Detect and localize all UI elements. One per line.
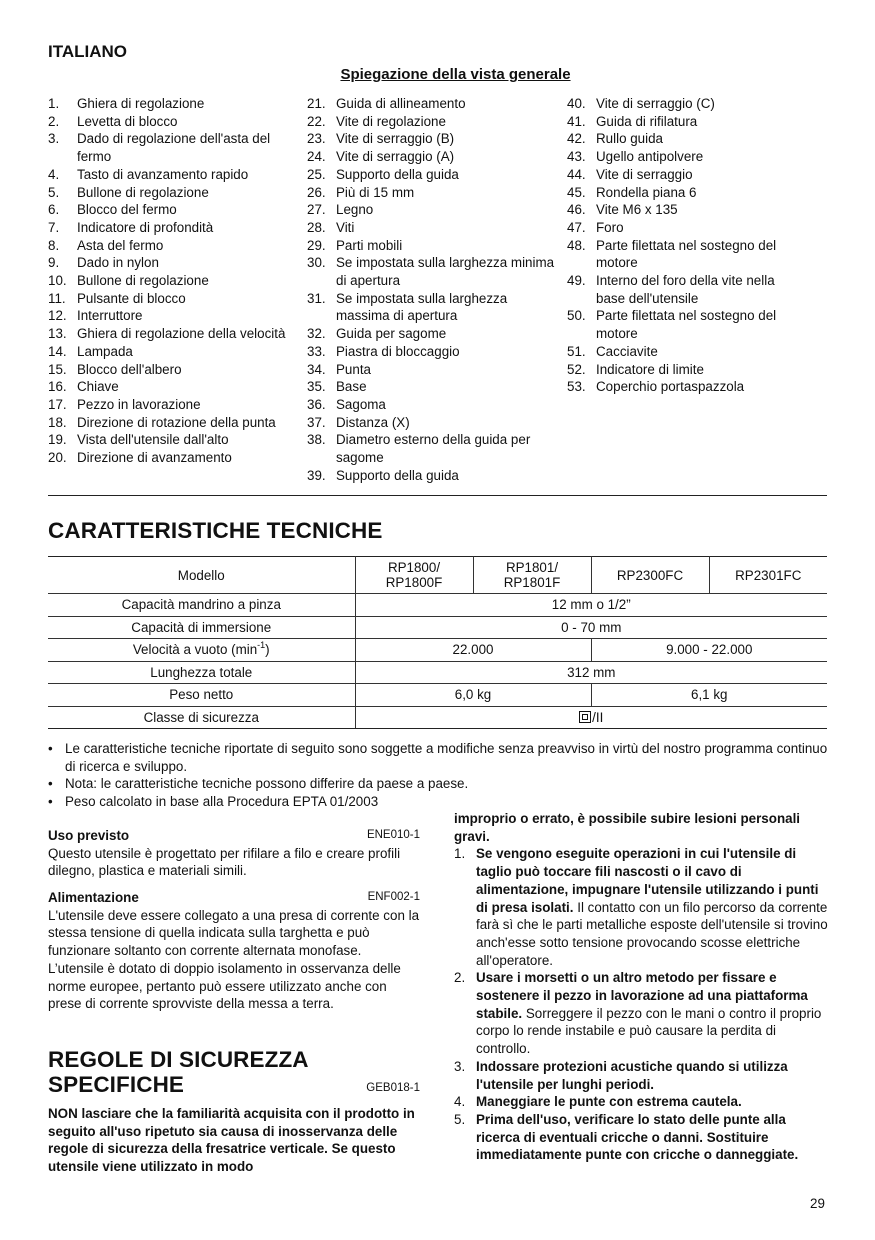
legend-number: 7. — [48, 219, 60, 235]
legend-label: Distanza (X) — [336, 414, 410, 430]
table-row — [48, 594, 827, 617]
legend-number: 3. — [48, 131, 60, 147]
legend-label: Tasto di avanzamento rapido — [77, 166, 249, 182]
speed-label-close: ) — [265, 642, 270, 658]
power-heading: Alimentazione — [48, 890, 139, 905]
legend-item — [567, 237, 807, 272]
legend-item — [307, 113, 557, 131]
legend-label: Ghiera di regolazione — [77, 96, 205, 111]
legend-label: Legno — [336, 202, 374, 218]
list-item: • Nota: le caratteristiche tecniche possono differire da paese a paese. — [48, 776, 469, 792]
specs-table — [48, 556, 827, 729]
legend-number: 16. — [48, 379, 67, 395]
rule-text — [476, 845, 828, 969]
legend-label: Foro — [596, 219, 624, 235]
legend-number: 38. — [307, 432, 326, 448]
legend-label: Vite di serraggio (A) — [336, 149, 455, 165]
legend-number: 1. — [48, 96, 60, 111]
legend-label: Bullone di regolazione — [77, 184, 209, 200]
legend-number: 26. — [307, 184, 326, 200]
legend-item — [48, 130, 298, 165]
row-value: 312 mm — [355, 661, 827, 684]
legend-item — [567, 361, 807, 379]
section-code: ENE010-1 — [366, 829, 420, 841]
legend-label: Blocco del fermo — [77, 202, 177, 218]
row-label: Lunghezza totale — [48, 661, 355, 684]
legend-label: Rondella piana 6 — [596, 184, 697, 200]
legend-item — [307, 431, 557, 466]
rule-text — [476, 1111, 828, 1164]
legend-label: Pezzo in lavorazione — [77, 396, 201, 412]
row-label: Capacità mandrino a pinza — [48, 594, 355, 617]
legend-item — [48, 237, 298, 255]
legend-label: Punta — [336, 361, 371, 377]
legend-number: 4. — [48, 166, 60, 182]
legend-item — [307, 184, 557, 202]
legend-number: 12. — [48, 308, 67, 324]
legend-label: Bullone di regolazione — [77, 273, 209, 289]
legend-label: Parte filettata nel sostegno del motore — [596, 308, 777, 342]
legend-label: Diametro esterno della guida per sagome — [336, 432, 531, 466]
legend-label: Vite M6 x 135 — [596, 202, 678, 218]
legend-label: Vite di regolazione — [336, 113, 446, 129]
legend-number: 30. — [307, 255, 326, 271]
table-row — [48, 557, 827, 594]
legend-item — [48, 325, 298, 343]
legend-number: 27. — [307, 202, 326, 218]
legend-label: Guida di rifilatura — [596, 113, 698, 129]
row-label: Peso netto — [48, 684, 355, 707]
legend-item — [567, 219, 807, 237]
legend-item — [48, 343, 298, 361]
note-text: Nota: le caratteristiche tecniche possono differire da paese a paese. — [65, 776, 469, 792]
specs-notes — [48, 740, 828, 811]
legend-label: Ghiera di regolazione della velocità — [77, 326, 286, 342]
legend-item — [307, 343, 557, 361]
safety-rules-list — [454, 810, 828, 1164]
legend-number: 43. — [567, 149, 586, 165]
legend-number: 22. — [307, 113, 326, 129]
legend-number: 19. — [48, 432, 67, 448]
legend-item — [48, 254, 298, 272]
legend-item — [307, 254, 557, 289]
legend-label: Indicatore di profondità — [77, 219, 214, 235]
legend-column-1 — [48, 95, 298, 467]
legend-number: 25. — [307, 166, 326, 182]
safety-title-block — [48, 1047, 420, 1097]
legend-number: 47. — [567, 219, 586, 235]
speed-label-sup: -1 — [257, 640, 266, 651]
table-row — [48, 616, 827, 639]
note-text: Peso calcolato in base alla Procedura EPTA 01/2003 — [65, 794, 379, 810]
legend-label: Vista dell'utensile dall'alto — [77, 432, 229, 448]
numbered-rules — [454, 845, 828, 1164]
divider — [48, 495, 827, 496]
legend-number: 31. — [307, 290, 326, 306]
table-row — [48, 661, 827, 684]
intended-use-text: Questo utensile è progettato per rifilare a filo e creare profili dilegno, plastica e materiali simili. — [48, 845, 401, 879]
model-cell — [473, 557, 591, 594]
speed-label-text: Velocità a vuoto (min — [132, 642, 258, 658]
list-item — [454, 1058, 828, 1093]
legend-number: 33. — [307, 343, 326, 359]
legend-label: Vite di serraggio (C) — [596, 96, 715, 111]
legend-label: Parte filettata nel sostegno del motore — [596, 237, 777, 271]
legend-label: Coperchio portaspazzola — [596, 379, 745, 395]
rule-number: 1. — [454, 846, 466, 862]
rule-number: 2. — [454, 970, 466, 986]
legend-label: Se impostata sulla larghezza massima di apertura — [336, 290, 508, 324]
rule-number: 4. — [454, 1094, 466, 1110]
legend-item — [307, 237, 557, 255]
row-value: 12 mm o 1/2” — [355, 594, 827, 617]
model-name: RP1800/ RP1800F — [385, 560, 443, 590]
legend-item — [48, 290, 298, 308]
legend-item — [48, 184, 298, 202]
legend-number: 23. — [307, 131, 326, 147]
legend-label: Dado in nylon — [77, 255, 159, 271]
safety-class-text: /II — [592, 709, 604, 725]
legend-item — [48, 431, 298, 449]
section-code: GEB018-1 — [366, 1082, 420, 1094]
model-cell — [355, 557, 473, 594]
power-text: L'utensile deve essere collegato a una presa di corrente con la stessa tensione di quella indicata sulla targhetta e può funzionare soltanto con corrente alternata monofase. L’utensile è dotato di doppio isolamento in osservanza delle norme europee, pertanto può essere utilizzato anche con prese di corrente sprovviste della messa a terra. — [48, 907, 420, 1012]
legend-number: 21. — [307, 96, 326, 111]
rule-text — [476, 1058, 828, 1093]
legend-number: 52. — [567, 361, 586, 377]
rule-normal-text: Sorreggere il pezzo con le mani o contro il proprio corpo lo rende instabile e può causare la perdita di controllo. — [476, 1005, 822, 1057]
legend-number: 44. — [567, 166, 586, 182]
legend-item — [307, 201, 557, 219]
note-text: Le caratteristiche tecniche riportate di seguito sono soggette a modifiche senza preavviso in virtù del nostro programma continuo di ricerca e sviluppo. — [65, 741, 828, 774]
legend-item — [307, 325, 557, 343]
legend-number: 34. — [307, 361, 326, 377]
legend-label: Piastra di bloccaggio — [336, 343, 460, 359]
legend-number: 50. — [567, 308, 586, 324]
power-section — [48, 889, 420, 1013]
rule-text — [476, 1093, 742, 1111]
legend-item — [567, 166, 807, 184]
rule-bold-text: Usare i morsetti o un altro metodo per fissare e sostenere il pezzo in lavorazione ad una piattaforma stabile. — [476, 970, 808, 1021]
legend-label: Guida di allineamento — [336, 96, 466, 111]
legend-item — [567, 343, 807, 361]
safety-title-line2: SPECIFICHE — [48, 1072, 185, 1097]
legend-number: 24. — [307, 149, 326, 165]
legend-number: 41. — [567, 113, 586, 129]
legend-number: 28. — [307, 219, 326, 235]
legend-item — [307, 95, 557, 113]
list-item — [454, 1093, 828, 1111]
legend-number: 8. — [48, 237, 60, 253]
legend-column-3 — [567, 95, 807, 396]
row-label: Capacità di immersione — [48, 616, 355, 639]
legend-label: Se impostata sulla larghezza minima di apertura — [336, 255, 555, 289]
legend-item — [307, 166, 557, 184]
legend-number: 46. — [567, 202, 586, 218]
legend-item — [307, 414, 557, 432]
legend-item — [307, 396, 557, 414]
legend-number: 37. — [307, 414, 326, 430]
legend-item — [48, 449, 298, 467]
legend-item — [48, 307, 298, 325]
legend-number: 2. — [48, 113, 60, 129]
legend-label: Direzione di rotazione della punta — [77, 414, 276, 430]
legend-number: 11. — [48, 290, 66, 306]
rule-number: 3. — [454, 1058, 466, 1074]
legend-label: Indicatore di limite — [596, 361, 704, 377]
legend-item — [567, 378, 807, 396]
row-label — [48, 639, 355, 662]
table-row — [48, 639, 827, 662]
safety-intro-continued: improprio o errato, è possibile subire lesioni personali gravi. — [454, 811, 801, 844]
legend-number: 51. — [567, 343, 586, 359]
legend-item — [307, 378, 557, 396]
legend-item — [567, 148, 807, 166]
legend-number: 32. — [307, 326, 326, 342]
legend-number: 10. — [48, 273, 67, 289]
legend-item — [567, 113, 807, 131]
legend-column-2 — [307, 95, 557, 484]
list-item: • Le caratteristiche tecniche riportate di seguito sono soggette a modifiche senza preavviso in virtù del nostro programma continuo di ricerca e sviluppo. — [48, 741, 828, 774]
legend-label: Sagoma — [336, 396, 386, 412]
legend-number: 14. — [48, 343, 67, 359]
legend-label: Guida per sagome — [336, 326, 447, 342]
legend-label: Direzione di avanzamento — [77, 450, 232, 466]
intended-use-heading: Uso previsto — [48, 828, 130, 843]
legend-label: Più di 15 mm — [336, 184, 415, 200]
legend-number: 6. — [48, 202, 60, 218]
legend-item — [567, 184, 807, 202]
legend-label: Rullo guida — [596, 131, 663, 147]
legend-number: 53. — [567, 379, 586, 395]
legend-label: Cacciavite — [596, 343, 658, 359]
legend-label: Ugello antipolvere — [596, 149, 704, 165]
list-item — [454, 969, 828, 1058]
model-label: Modello — [48, 557, 355, 594]
legend-item — [307, 130, 557, 148]
legend-label: Supporto della guida — [336, 467, 459, 483]
legend-label: Vite di serraggio (B) — [336, 131, 455, 147]
rule-bold-text: Prima dell'uso, verificare lo stato delle punte alla ricerca di eventuali cricche o danni. Sostituire immediatamente punte con cricche o danneggiate. — [476, 1111, 799, 1163]
legend-label: Parti mobili — [336, 237, 403, 253]
legend-number: 42. — [567, 131, 586, 147]
legend-number: 20. — [48, 450, 67, 466]
specs-title: CARATTERISTICHE TECNICHE — [48, 518, 383, 543]
legend-label: Dado di regolazione dell'asta del fermo — [77, 131, 271, 165]
legend-number: 40. — [567, 96, 586, 111]
legend-number: 9. — [48, 255, 60, 271]
legend-item — [567, 272, 807, 307]
legend-number: 15. — [48, 361, 67, 377]
rule-bold-text: Se vengono eseguite operazioni in cui l'utensile di taglio può toccare fili nascosti o il cavo di alimentazione, impugnare l'utensile utilizzando i punti di presa isolati. — [476, 846, 819, 915]
model-cell: RP2300FC — [591, 557, 709, 594]
row-value — [355, 706, 827, 729]
legend-item — [48, 201, 298, 219]
legend-label: Vite di serraggio — [596, 166, 693, 182]
legend-item — [567, 201, 807, 219]
rule-normal-text: Il contatto con un filo percorso da corrente farà sì che le parti metalliche esposte dell'utensile si trovino anch'esse sotto tensione provocando scosse elettriche all'operatore. — [476, 899, 828, 968]
legend-label: Lampada — [77, 343, 133, 359]
legend-label: Asta del fermo — [77, 237, 164, 253]
legend-number: 45. — [567, 184, 586, 200]
legend-number: 18. — [48, 414, 67, 430]
list-item — [454, 845, 828, 969]
row-value: 0 - 70 mm — [355, 616, 827, 639]
section-code: ENF002-1 — [367, 891, 420, 903]
intended-use-section — [48, 827, 420, 880]
legend-item — [48, 219, 298, 237]
legend-item — [307, 290, 557, 325]
legend-label: Base — [336, 379, 367, 395]
row-label: Classe di sicurezza — [48, 706, 355, 729]
row-value: 6,1 kg — [591, 684, 827, 707]
legend-item — [567, 95, 807, 113]
legend-item — [307, 219, 557, 237]
legend-label: Supporto della guida — [336, 166, 459, 182]
legend-label: Interno del foro della vite nella base dell'utensile — [596, 273, 775, 306]
legend-item — [48, 396, 298, 414]
table-row — [48, 684, 827, 707]
language-heading: ITALIANO — [48, 42, 128, 61]
page-number: 29 — [810, 1196, 825, 1211]
legend-number: 35. — [307, 379, 326, 395]
legend-label: Pulsante di blocco — [77, 290, 186, 306]
legend-item — [307, 361, 557, 379]
legend-number: 13. — [48, 326, 67, 342]
rule-bold-text: Maneggiare le punte con estrema cautela. — [476, 1094, 742, 1110]
safety-title-line1: REGOLE DI SICUREZZA — [48, 1047, 309, 1072]
legend-label: Viti — [336, 219, 355, 235]
safety-intro: NON lasciare che la familiarità acquisita con il prodotto in seguito all'uso ripetuto sia causa di inosservanza delle regole di sicurezza della fresatrice verticale. Se questo utensile viene utilizzato in modo — [48, 1106, 415, 1175]
legend-item — [48, 272, 298, 290]
subtitle-text: Spiegazione della vista generale — [340, 66, 571, 83]
model-name: RP1801/ RP1801F — [503, 560, 561, 590]
row-value: 6,0 kg — [355, 684, 591, 707]
row-value: 9.000 - 22.000 — [591, 639, 827, 662]
legend-number: 5. — [48, 184, 60, 200]
legend-number: 48. — [567, 237, 586, 253]
section-subtitle — [0, 66, 875, 83]
rule-bold-text: Indossare protezioni acustiche quando si utilizza l'utensile per lunghi periodi. — [476, 1058, 788, 1092]
legend-number: 49. — [567, 273, 586, 289]
rule-number: 5. — [454, 1111, 466, 1127]
table-row — [48, 706, 827, 729]
double-insulation-icon — [579, 711, 591, 723]
rule-text — [476, 969, 828, 1058]
legend-number: 17. — [48, 396, 67, 412]
legend-item — [48, 414, 298, 432]
legend-item — [48, 113, 298, 131]
legend-item — [48, 378, 298, 396]
legend-label: Levetta di blocco — [77, 113, 178, 129]
list-item — [454, 1111, 828, 1164]
legend-item — [307, 148, 557, 166]
legend-item — [307, 467, 557, 485]
list-item: • Peso calcolato in base alla Procedura EPTA 01/2003 — [48, 794, 379, 810]
legend-item — [567, 130, 807, 148]
legend-number: 39. — [307, 467, 326, 483]
row-value: 22.000 — [355, 639, 591, 662]
legend-number: 36. — [307, 396, 326, 412]
legend-item — [48, 361, 298, 379]
legend-item — [48, 166, 298, 184]
model-cell: RP2301FC — [709, 557, 827, 594]
legend-item — [567, 307, 807, 342]
legend-number: 29. — [307, 237, 326, 253]
legend-item — [48, 95, 298, 113]
legend-label: Chiave — [77, 379, 119, 395]
legend-label: Interruttore — [77, 308, 143, 324]
legend-label: Blocco dell'albero — [77, 361, 182, 377]
